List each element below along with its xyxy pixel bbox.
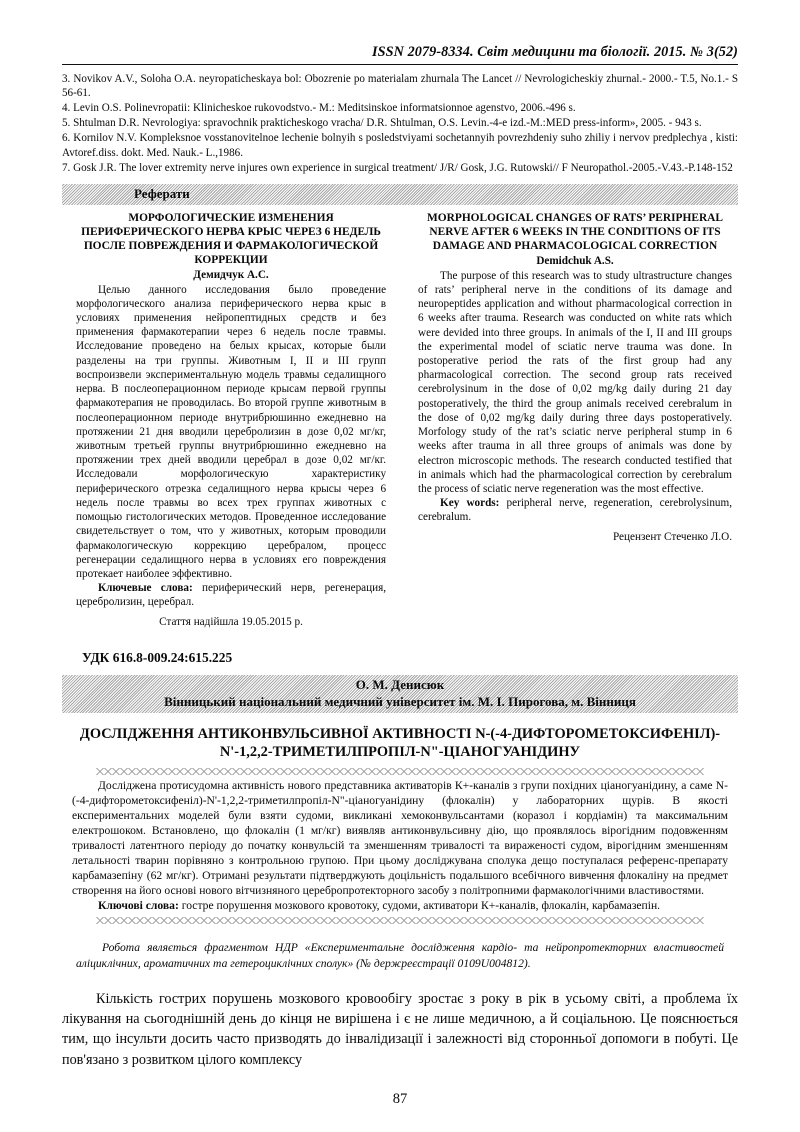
article-body [62,989,738,1070]
zigzag-divider-bottom [96,917,704,924]
page-number: 87 [392,1091,408,1107]
abstracts-section-label: Реферати [134,185,190,201]
reference-item: 6. Kornilov N.V. Kompleksnoe vosstanovitelnoe lechenie bolnyih s posledstviyami sochetannyih povrezhdeniy suho zhiliy i nervov predplechya , kisti: Avtoref.diss. dokt. Med. Nauk.- L.,1986. [62,132,738,159]
reference-item: 7. Gosk J.R. The lover extremity nerve injures own experience in surgical treatment/ J/R/ Gosk, J.G. Rutowski// F Neuropathol.-2005.-V.43.-P.148-152 [62,161,733,174]
article-title: ДОСЛІДЖЕННЯ АНТИКОНВУЛЬСИВНОЇ АКТИВНОСТІ N-(-4-ДИФТОРОМЕТОКСИФЕНІЛ)-N'-1,2,2-ТРИМЕТИЛПРОПІЛ-N"-ЦІАНОГУАНІДИНУ [79,725,721,760]
article-abstract-text: Досліджена протисудомна активність нового представника активаторів К+-каналів з групи похідних ціаногуанідину, а саме N-(-4-дифторометоксифеніл)-N'-1,2,2-триметилпропіл-N"-ціаногуанідину (флокалін) у лабораторних щурів. В якості експериментальних моделей були взяти судоми, викликані хемоконвульсантами (коразол і кордіамін) та максимальним електрошоком. Встановлено, що флокалін (1 мг/кг) виявляв антиконвульсивну дію, що проявлялось вірогідним подовженням тривалості латентного періоду до початку конвульсій та зменшенням тривалості та вираженості судом, вірогідним зменшенням летальності тварин порівняно з контрольною групою. При цьому досліджувана сполука дещо поступалася референс-препарату карбамазепіну (62 мг/кг). Отримані результати підтверджують доцільність подальшого всебічного вивчення флокаліну на предмет створення на його основі нового вітчизняного церебропротекторного засобу з політропними фармакологічними властивостями. [72,778,728,898]
article-affiliation: Вінницький національний медичний університет ім. М. І. Пирогова, м. Вінниця [164,693,636,709]
header-divider [62,64,738,65]
reference-item: 4. Levin O.S. Polinevropatii: Klinicheskoe rukovodstvo.- M.: Meditsinskoe informatsionnoe agenstvo, 2006.-496 s. [62,102,576,115]
abstract-keywords-ru [76,581,386,609]
article-author-band [62,675,738,713]
abstract-body-ru: Целью данного исследования было проведение морфологического анализа периферического нерва крыс в условиях применения нейропептидных средств и без применения фармакотерапии через 6 недель после травмы. Исследование проведено на белых крысах, которые были разделены на три группы. Животным I, II и III групп воспроизвели экспериментальную модель травмы седалищного нерва. В послеоперационном периоде крысам первой группы фармакотерапия не проводилась. Во второй группе животным в послеоперационном периоде внутрибрюшинно ежедневно на протяжении 21 дня вводили церебролизин в дозе 0,02 мг/кг, животным третьей группы внутрибрюшинно ежедневно на протяжении трех дней вводили церебрал в дозе 0,02 мг/кг. Исследовали морфологическую характеристику периферического отрезка седалищного нерва крысы через 6 недель после травмы во всех трех группах животных с помощью гистологических методов. Проведенное исследование свидетельствует о том, что у животных, которым проводили фармакологическую коррекцию церебралом, процесс регенерации седалищного нерва в условиях его повреждения протекает наиболее эффективно. [76,283,387,580]
abstracts-columns [62,212,738,628]
abstract-footer-ru: Стаття надійшла 19.05.2015 р. [159,615,303,628]
abstract-english [408,212,738,628]
abstract-author-en: Demidchuk A.S. [536,254,614,267]
reference-item: 3. Novikov A.V., Soloha O.A. neyropaticheskaya bol: Obozrenie po materialam zhurnala The Lancet // Nevrologicheskiy zhurnal.- 2000.- T.5, No.1.- S 56-61. [62,73,738,100]
keywords-label-ru: Ключевые слова: [98,582,193,595]
running-head: ISSN 2079-8334. Світ медицини та біології. 2015. № 3(52) [371,44,738,60]
abstract-author-ru: Демидчук А.С. [193,268,269,281]
keywords-label-en: Key words: [440,497,500,510]
keywords-value-ru: периферический нерв, регенерация, церебролизин, церебрал. [76,582,387,609]
references-list [62,72,738,175]
keywords-label-ua: Ключові слова: [98,899,179,913]
keywords-value-en: peripheral nerve, regeneration, cerebrolysinum, cerebralum. [418,497,733,524]
abstract-footer-en: Рецензент Стеченко Л.О. [612,530,732,543]
abstract-body-en: The purpose of this research was to study ultrastructure changes of rats’ peripheral nerve in the conditions of its damage and neuropeptides application and without pharmacological correction in 6 weeks after trauma. Research was conducted on white rats which were devided into three groups. In animals of the I, II and III groups the experimental model of sciatic nerve trauma was done. In postoperative period the rats of the first group had any pharmacological correction. The second group rats received cerebrolysinum in the dose of 0,02 mg/kg daily during 21 day postoperatively, the third the group animals received cerebralum in the dose of 0,02 mg/kg daily during three days postoperatively. Morfology study of the rat’s sciatic nerve peripheral stump in 6 weeks after trauma in all three groups of animals was done by electron microscopic methods. The research conducted testified that in animals which had the pharmacological correction by cerebralum the process of sciatic nerve regeneration was the most effective. [418,269,732,495]
abstract-body-ru-wrap [76,283,386,610]
udc-code: УДК 616.8-009.24:615.225 [82,649,233,665]
funding-note-text: Робота являється фрагментом НДР «Експериментальне дослідження кардіо- та нейропротекторних властивостей аліциклічних, ароматичних та гетероциклічних сполук» (№ держреєстрації 0109U004812). [76,941,724,970]
article-body-paragraph: Кількість гострих порушень мозкового кровообігу зростає з року в рік в усьому світі, а проблема їх лікування на сьогоднішній день до кінця не вирішена і є не лише медичною, а й соціальною. Це пояснюється тим, що інсульти досить часто призводять до інвалідизації і залежності від сторонньої допомоги в побуті. Це пов'язано з розвитком цілого комплексу [62,991,738,1068]
abstract-keywords-en [418,496,732,524]
abstracts-section-band [62,184,738,205]
zigzag-divider-top [96,768,704,775]
abstract-title-en: MORPHOLOGICAL CHANGES OF RATS’ PERIPHERAL NERVE AFTER 6 WEEKS IN THE CONDITIONS OF ITS DAMAGE AND PHARMACOLOGICAL CORRECTION [427,211,723,252]
abstract-body-en-wrap [418,269,732,525]
funding-note [62,940,738,971]
abstract-russian [62,212,392,628]
reference-item: 5. Shtulman D.R. Nevrologiya: spravochnik prakticheskogo vracha/ D.R. Shtulman, O.S. Levin.-4-e izd.-M.:MED press-inform», 2005. - 943 s. [62,117,702,130]
article-abstract-ua [62,778,738,914]
article-keywords [72,898,728,913]
keywords-value-ua: гостре порушення мозкового кровотоку, судоми, активатори К+-каналів, флокалін, карбамазепін. [181,899,661,913]
abstract-title-ru: МОРФОЛОГИЧЕСКИЕ ИЗМЕНЕНИЯ ПЕРИФЕРИЧЕСКОГО НЕРВА КРЫС ЧЕРЕЗ 6 НЕДЕЛЬ ПОСЛЕ ПОВРЕЖДЕНИЯ И ФАРМАКОЛОГИЧЕСКОЙ КОРРЕКЦИИ [81,211,381,266]
article-author: О. М. Денисюк [355,676,445,692]
